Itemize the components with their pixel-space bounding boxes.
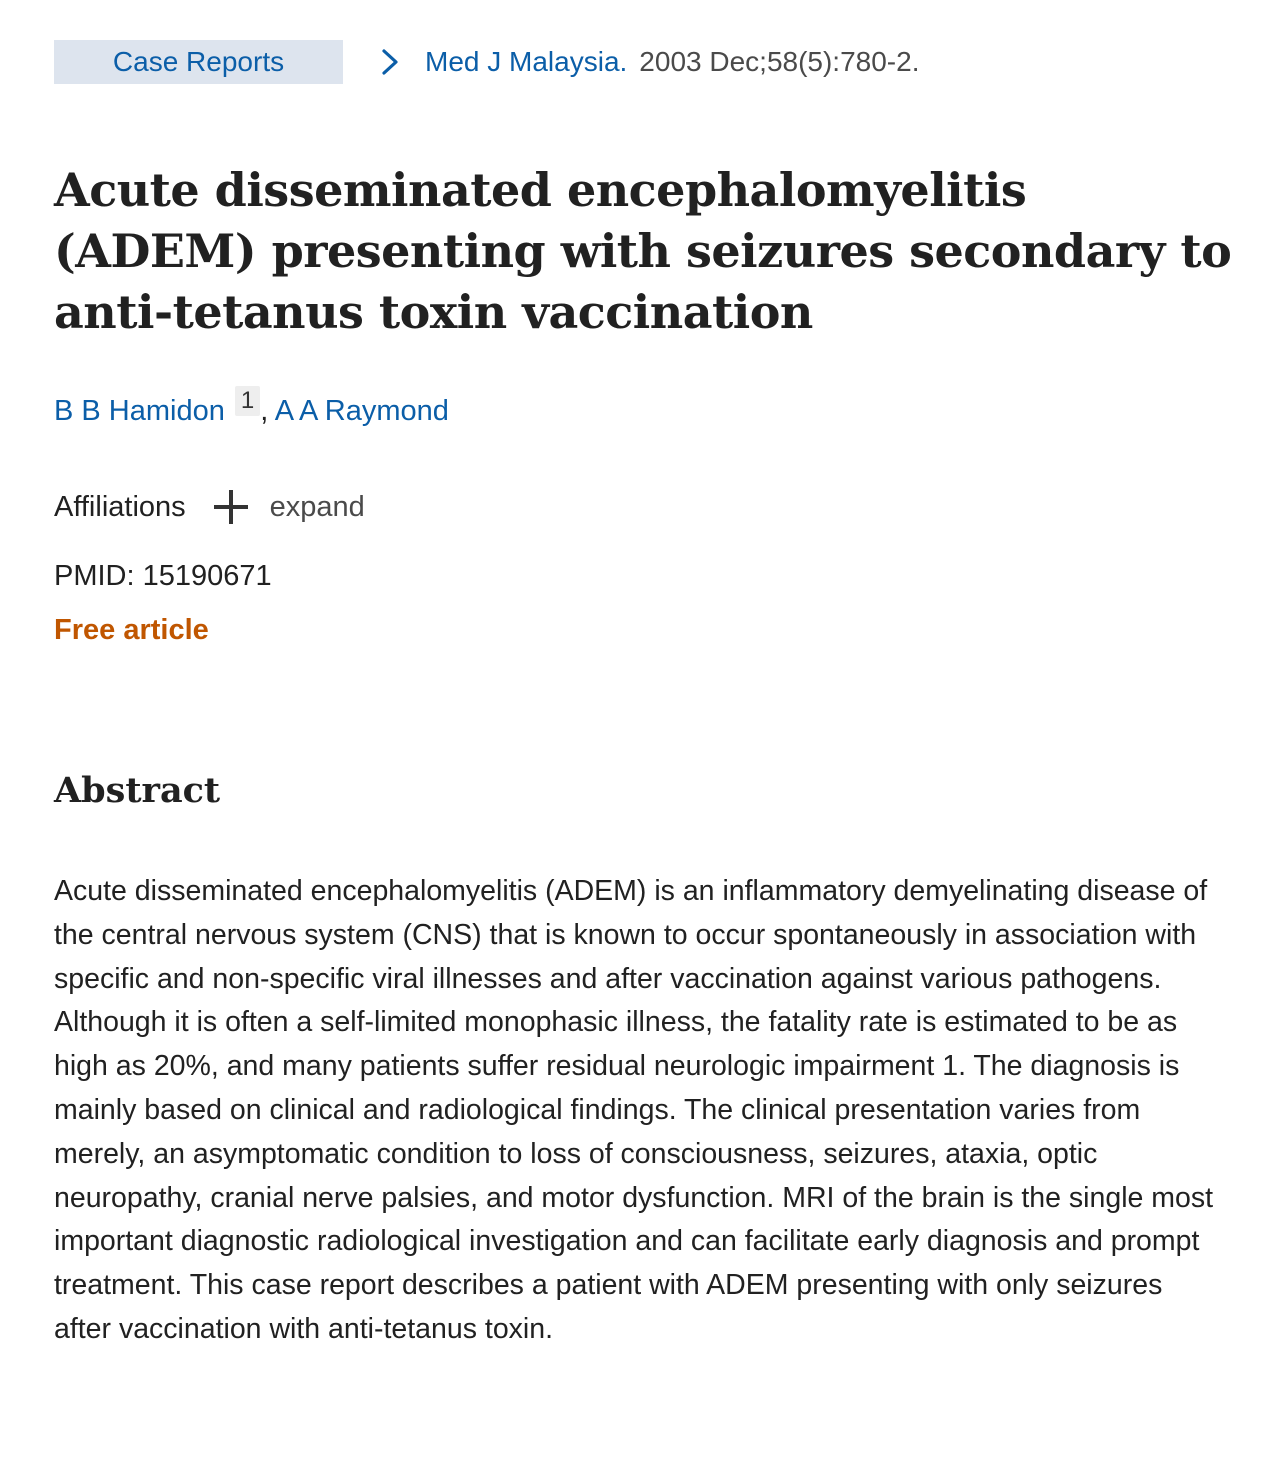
- author-link-hamidon[interactable]: B B Hamidon: [54, 395, 225, 427]
- abstract-heading: Abstract: [54, 770, 221, 811]
- abstract-text: Acute disseminated encephalomyelitis (ADEM) is an inflammatory demyelinating disease of the central nervous system (CNS) that is known to occur spontaneously in association with specific and non-specific viral illnesses and after vaccination against various pathogens. Although it is often a self-limited monophasic illness, the fatality rate is estimated to be as high as 20%, and many patients suffer residual neurologic impairment 1. The diagnosis is mainly based on clinical and radiological findings. The clinical presentation varies from merely, an asymptomatic condition to loss of consciousness, seizures, ataxia, optic neuropathy, cranial nerve palsies, and motor dysfunction. MRI of the brain is the single most important diagnostic radiological investigation and can facilitate early diagnosis and prompt treatment. This case report describes a patient with ADEM presenting with only seizures after vaccination with anti-tetanus toxin.: [54, 875, 1214, 1345]
- pmid: PMID: 15190671: [54, 560, 272, 592]
- journal-link[interactable]: Med J Malaysia.: [425, 46, 628, 77]
- affiliations-label: Affiliations: [54, 490, 186, 523]
- author-list: [54, 386, 449, 428]
- author-link-raymond[interactable]: A A Raymond: [274, 395, 449, 427]
- affiliations-section: [54, 490, 365, 524]
- article-header: [54, 40, 919, 84]
- article-title: Acute disseminated encephalomyelitis (ADEM) presenting with seizures secondary to anti-tetanus toxin vaccination: [54, 163, 1232, 339]
- citation-details: 2003 Dec;58(5):780-2.: [639, 46, 920, 77]
- free-article-badge: Free article: [54, 614, 209, 646]
- expand-affiliations-button[interactable]: expand: [269, 490, 365, 523]
- chevron-right-icon: [377, 49, 403, 75]
- affiliation-marker[interactable]: 1: [235, 386, 260, 416]
- plus-icon[interactable]: [214, 490, 248, 524]
- article-type-badge[interactable]: Case Reports: [54, 40, 343, 84]
- author-separator: ,: [260, 395, 269, 427]
